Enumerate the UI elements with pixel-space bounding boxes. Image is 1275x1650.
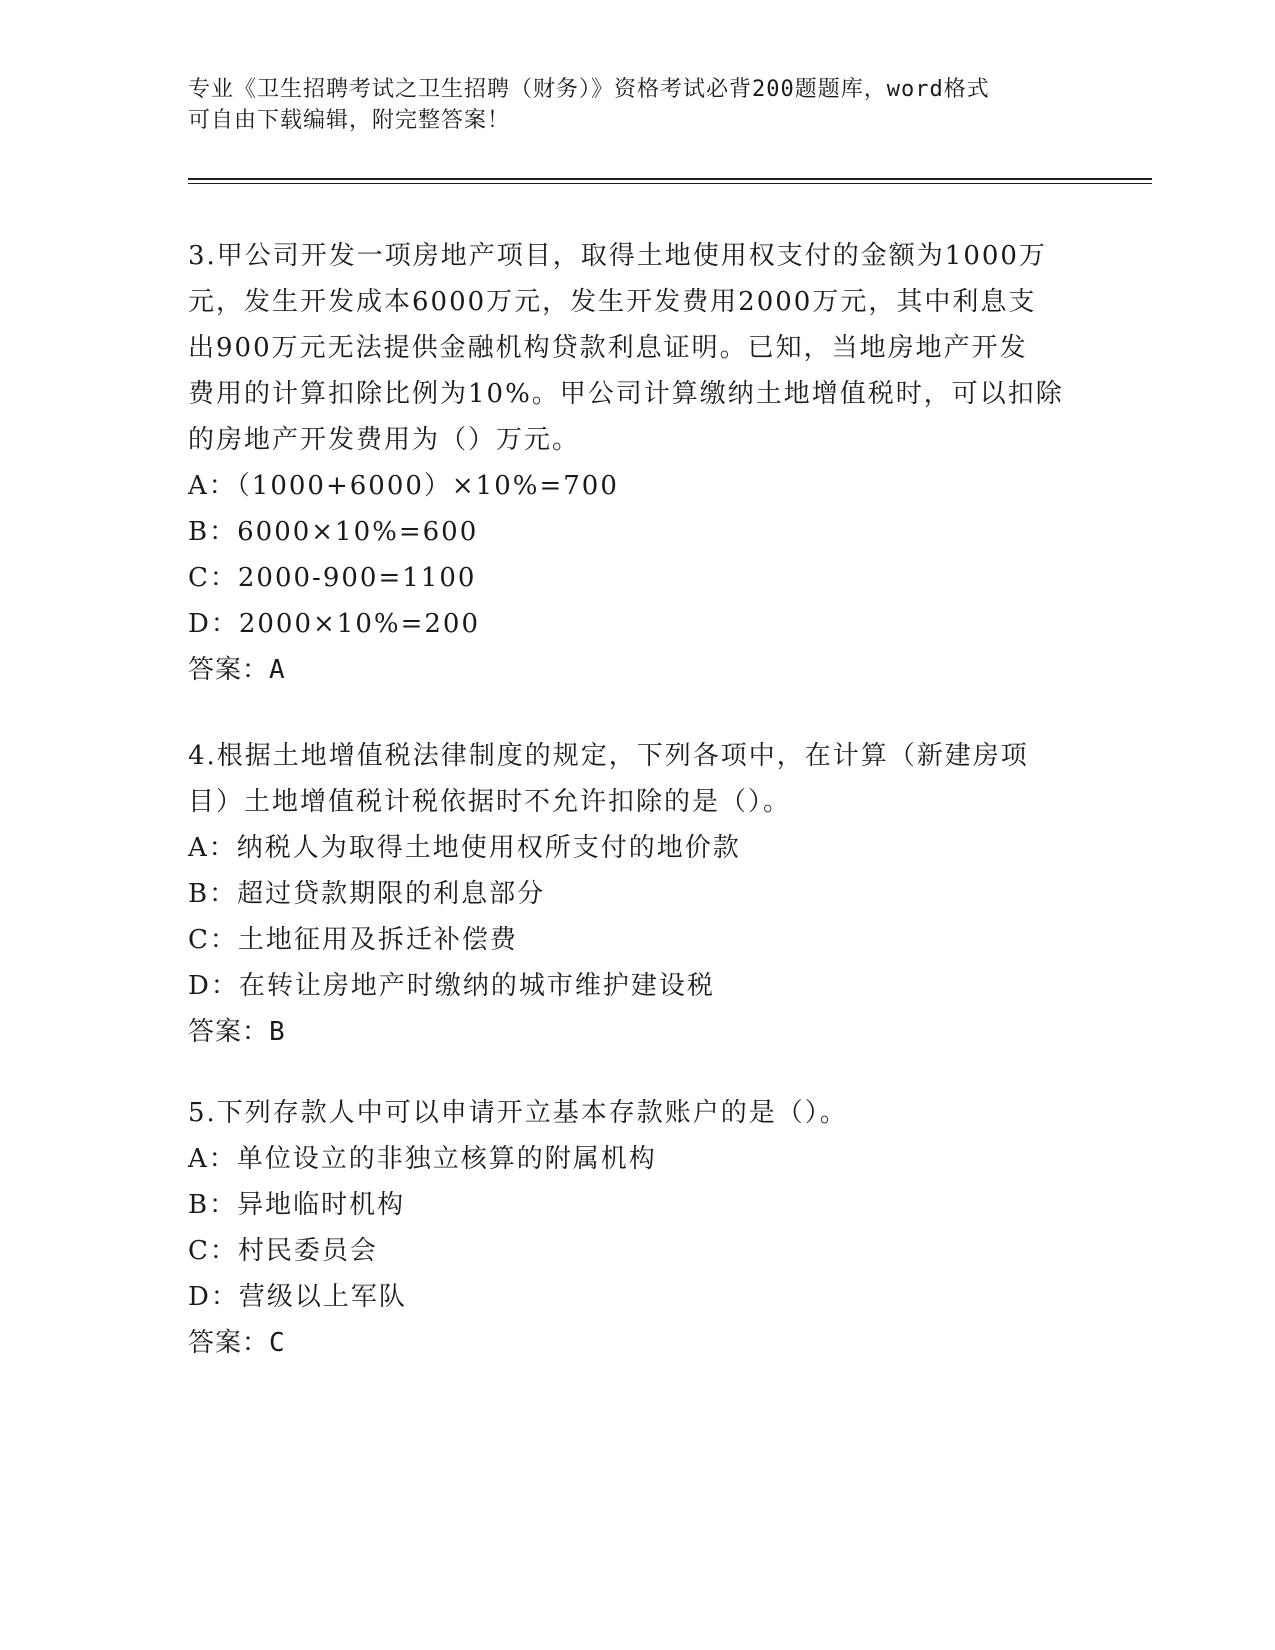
answer-text: 答案：C: [188, 1328, 286, 1358]
question-3: [188, 233, 1088, 693]
option-d: D：在转让房地产时缴纳的城市维护建设税: [188, 971, 715, 1001]
option-c: C：土地征用及拆迁补偿费: [188, 925, 518, 955]
question-text-line: 5.下列存款人中可以申请开立基本存款账户的是（）。: [188, 1098, 848, 1128]
option-c: C：村民委员会: [188, 1236, 378, 1266]
question-text-line: 目）土地增值税计税依据时不允许扣除的是（）。: [188, 787, 792, 817]
option-d: D：2000×10%=200: [188, 609, 480, 639]
document-header: [188, 74, 1068, 136]
question-text-line: 4.根据土地增值税法律制度的规定，下列各项中，在计算（新建房项: [188, 741, 1029, 771]
header-line-2: 可自由下载编辑，附完整答案！: [188, 108, 511, 133]
option-a: A：（1000+6000）×10%=700: [188, 471, 619, 501]
question-text-line: 的房地产开发费用为（）万元。: [188, 425, 581, 455]
question-text-line: 元，发生开发成本6000万元，发生开发费用2000万元，其中利息支: [188, 287, 1037, 317]
answer-text: 答案：B: [188, 1017, 286, 1047]
question-4: [188, 733, 1088, 1055]
option-a: A：纳税人为取得土地使用权所支付的地价款: [188, 833, 741, 863]
header-divider-thick: [188, 178, 1152, 180]
option-b: B：超过贷款期限的利息部分: [188, 879, 546, 909]
answer-text: 答案：A: [188, 655, 286, 685]
option-d: D：营级以上军队: [188, 1282, 407, 1312]
question-text-line: 出900万元无法提供金融机构贷款利息证明。已知，当地房地产开发: [188, 333, 1028, 363]
question-text-line: 费用的计算扣除比例为10%。甲公司计算缴纳土地增值税时，可以扣除: [188, 379, 1064, 409]
option-b: B：6000×10%=600: [188, 517, 479, 547]
header-divider-thin: [188, 183, 1152, 184]
option-a: A：单位设立的非独立核算的附属机构: [188, 1144, 657, 1174]
question-text-line: 3.甲公司开发一项房地产项目，取得土地使用权支付的金额为1000万: [188, 241, 1047, 271]
option-b: B：异地临时机构: [188, 1190, 406, 1220]
question-5: [188, 1090, 1088, 1366]
option-c: C：2000-900=1100: [188, 563, 477, 593]
header-line-1: 专业《卫生招聘考试之卫生招聘（财务）》资格考试必背200题题库，word格式: [188, 77, 990, 102]
